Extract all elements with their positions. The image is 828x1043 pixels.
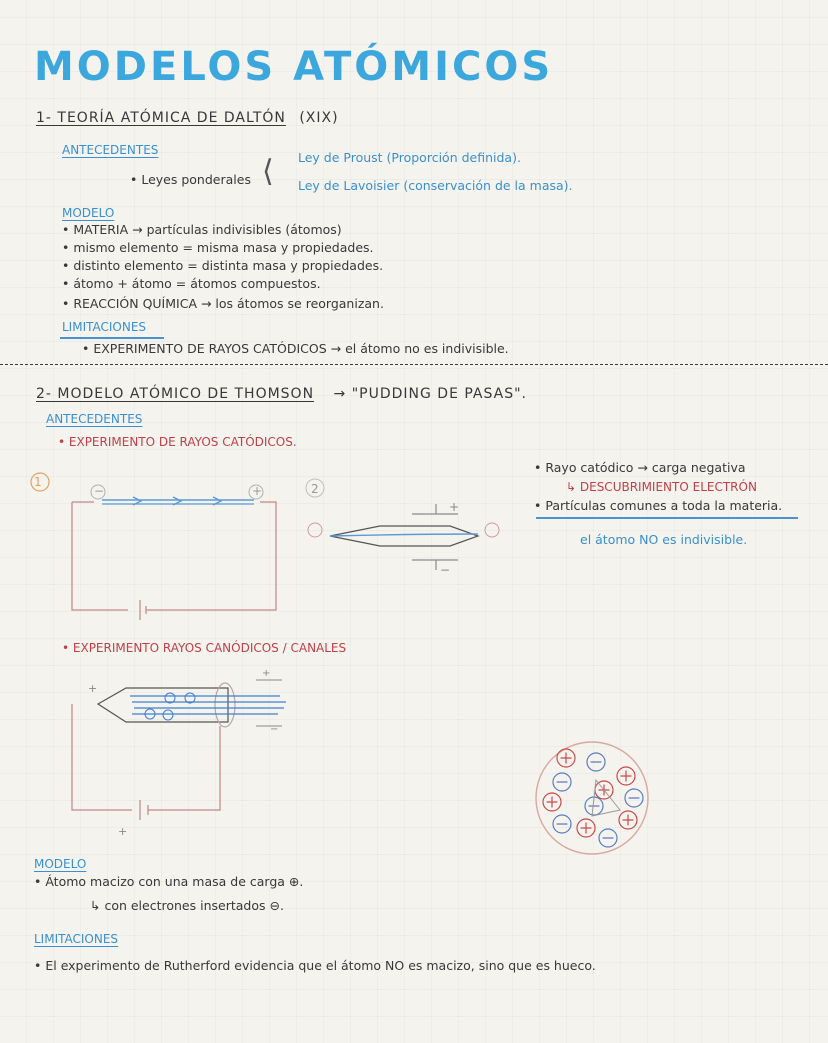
dalton-limitaciones-label: LIMITACIONES — [62, 320, 147, 334]
thomson-antecedentes-label: ANTECEDENTES — [46, 412, 143, 426]
exp-rayos-catodicos: • EXPERIMENTO DE RAYOS CATÓDICOS. — [58, 435, 297, 449]
page-title: MODELOS ATÓMICOS — [34, 44, 554, 90]
ley-proust: Ley de Proust (Proporción definida). — [298, 150, 521, 165]
svg-text:+: + — [88, 682, 98, 695]
svg-text:+: + — [262, 668, 271, 679]
dalton-modelo-item: • MATERIA → partículas indivisibles (átomos) — [62, 222, 342, 237]
dalton-century: (XIX) — [299, 110, 339, 126]
thomson-heading-text: 2- MODELO ATÓMICO DE THOMSON — [36, 386, 315, 402]
section-divider — [0, 364, 828, 365]
dalton-modelo-item: • átomo + átomo = átomos compuestos. — [62, 276, 321, 291]
fig1-number: 1 — [34, 475, 42, 489]
svg-text:−: − — [270, 724, 279, 735]
svg-text:+: + — [118, 825, 128, 838]
thomson-conclusion: el átomo NO es indivisible. — [580, 532, 748, 547]
thomson-modelo-item: ↳ con electrones insertados ⊖. — [90, 898, 284, 913]
leyes-ponderales-label: • Leyes ponderales — [130, 172, 251, 187]
canal-ray-tube-diagram — [60, 660, 300, 850]
cathode-minus: − — [94, 484, 105, 498]
thomson-nickname: → "PUDDING DE PASAS". — [333, 386, 527, 402]
thomson-limitaciones-item: • El experimento de Rutherford evidencia que el átomo NO es macizo, sino que es hueco. — [34, 958, 596, 973]
upper-plate-plus: + — [449, 500, 460, 514]
thomson-note: • Partículas comunes a toda la materia. — [534, 498, 783, 513]
thomson-limitaciones-label: LIMITACIONES — [34, 932, 119, 946]
thomson-note-electron: ↳ DESCUBRIMIENTO ELECTRÓN — [566, 480, 757, 494]
dalton-modelo-item: • distinto elemento = distinta masa y propiedades. — [62, 258, 384, 273]
fig2-number: 2 — [311, 482, 319, 496]
anode-plus: + — [252, 484, 263, 498]
dalton-modelo-item: • mismo elemento = misma masa y propiedades. — [62, 240, 374, 255]
dalton-limitaciones-item: • EXPERIMENTO DE RAYOS CATÓDICOS → el átomo no es indivisible. — [82, 341, 509, 356]
thomson-modelo-label: MODELO — [34, 857, 87, 871]
lower-plate-minus: − — [440, 563, 451, 577]
dalton-antecedentes-label: ANTECEDENTES — [62, 143, 159, 157]
dalton-modelo-label: MODELO — [62, 206, 115, 220]
dalton-modelo-item: • REACCIÓN QUÍMICA → los átomos se reorganizan. — [62, 296, 384, 311]
dalton-heading — [36, 110, 339, 126]
note-underline — [536, 517, 798, 519]
limitaciones-underline — [60, 337, 164, 339]
thomson-note: • Rayo catódico → carga negativa — [534, 460, 746, 475]
dalton-heading-text: 1- TEORÍA ATÓMICA DE DALTÓN — [36, 110, 286, 126]
deflection-plates-diagram — [300, 476, 510, 586]
exp-rayos-canales: • EXPERIMENTO RAYOS CANÓDICOS / CANALES — [62, 641, 347, 655]
plum-pudding-atom-diagram — [532, 740, 652, 860]
thomson-modelo-item: • Átomo macizo con una masa de carga ⊕. — [34, 874, 304, 889]
thomson-heading — [36, 386, 527, 402]
ley-lavoisier: Ley de Lavoisier (conservación de la masa). — [298, 178, 573, 193]
leyes-brace-icon: ⟨ — [262, 154, 274, 189]
